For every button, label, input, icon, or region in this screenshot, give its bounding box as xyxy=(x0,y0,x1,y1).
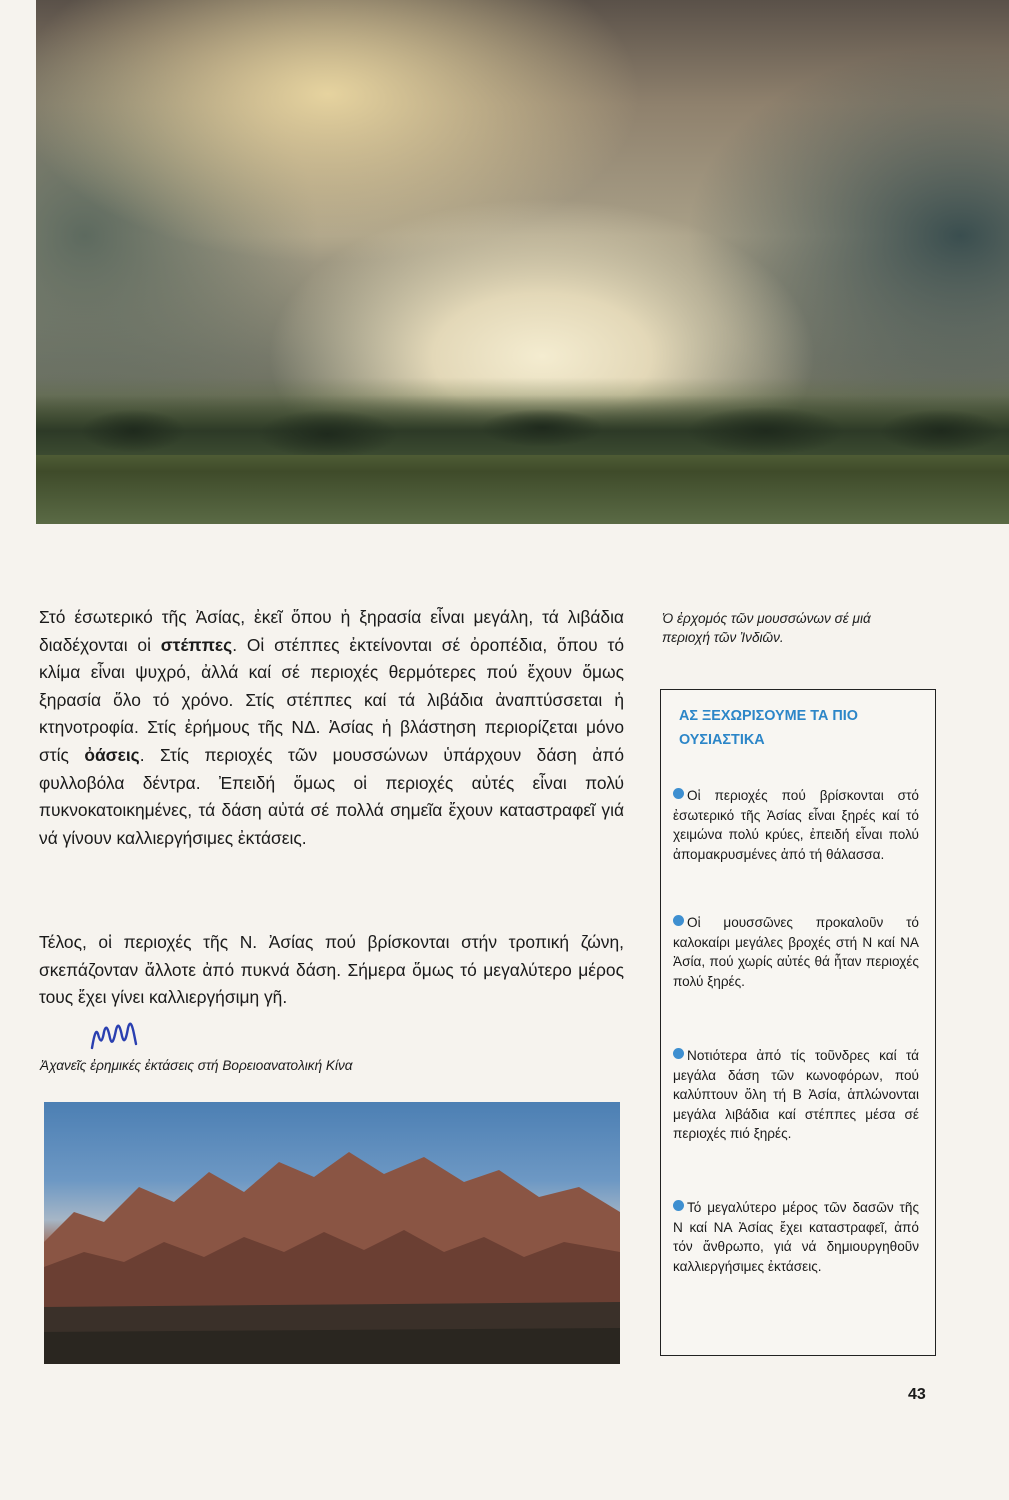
handwritten-mark xyxy=(88,1014,148,1054)
page-number: 43 xyxy=(908,1386,926,1403)
summary-item xyxy=(673,786,919,864)
summary-box xyxy=(660,689,936,1356)
summary-item xyxy=(673,1198,919,1276)
summary-item-text: Οἱ περιοχές πού βρίσκονται στό ἐσωτερικό τῆς Ἀσίας εἶναι ξηρές καί τό χειμώνα πολύ κρύες, ἐπειδή εἶναι πολύ ἀπομακρυσμένες ἀπό τή θάλασσα. xyxy=(673,788,919,862)
top-photo-caption: Ὁ ἐρχομός τῶν μουσσώνων σέ μιά περιοχή τῶν Ἰνδιῶν. xyxy=(662,611,871,645)
term-oases: ὀάσεις xyxy=(84,744,140,765)
text-run: . Στίς περιοχές τῶν μουσσώνων ὑπάρχουν δάση ἀπό φυλλοβόλα δέντρα. Ἐπειδή ὅμως οἱ περιοχές αὐτές εἶναι πολύ πυκνοκατοικημένες, τά δάση αὐτά σέ πολλά σημεῖα ἔχουν καταστραφεῖ γιά νά γίνουν καλλιεργήσιμες ἐκτάσεις. xyxy=(39,744,624,848)
desert-photo xyxy=(44,1102,620,1364)
summary-item xyxy=(673,1046,919,1144)
bullet-icon xyxy=(673,915,684,926)
bullet-icon xyxy=(673,788,684,799)
text-run: Στό έσωτερικό τῆς Ἀσίας, ἐκεῖ ὅπου ἡ ξηρασία εἶναι μεγάλη, τά λιβάδια διαδέχονται οἱ xyxy=(39,607,624,655)
term-steppes: στέππες xyxy=(160,634,233,655)
text-run: . Οἱ στέππες ἐκτείνονται σέ ὀροπέδια, ὅπου τό κλίμα εἶναι ψυχρό, ἀλλά καί σέ περιοχές θερμότερες πού ἔχουν ὅμως ξηρασία ὅλο τό χρόνο. Στίς στέππες καί τά λιβάδια ἀναπτύσσεται ἡ κτηνοτροφία. Στίς ἐρήμους τῆς ΝΔ. Ἀσίας ἡ βλάστηση περιορίζεται μόνο στίς xyxy=(39,634,624,765)
bottom-photo-caption: Ἀχανεῖς ἐρημικές ἐκτάσεις στή Βορειοανατολική Κίνα xyxy=(40,1058,353,1073)
main-paragraph-1 xyxy=(39,604,624,852)
treeline xyxy=(36,395,1009,455)
main-paragraph-2: Τέλος, οἱ περιοχές τῆς Ν. Ἀσίας πού βρίσκονται στήν τροπική ζώνη, σκεπάζονταν ἄλλοτε ἀπό πυκνά δάση. Σήμερα ὅμως τό μεγαλύτερο μέρος τους ἔχει γίνει καλλιεργήσιμη γῆ. xyxy=(39,932,624,1008)
summary-item-text: Τό μεγαλύτερο μέρος τῶν δασῶν τῆς Ν καί ΝΑ Ἀσίας ἔχει καταστραφεῖ, ἀπό τόν ἄνθρωπο, γιά νά δημιουργηθοῦν καλλιεργήσιμες ἐκτάσεις. xyxy=(673,1200,919,1274)
monsoon-photo xyxy=(36,0,1009,524)
desert-mountains-illustration xyxy=(44,1102,620,1364)
summary-item-text: Οἱ μουσσῶνες προκαλοῦν τό καλοκαίρι μεγάλες βροχές στή Ν καί ΝΑ Ἀσία, πού χωρίς αὐτές θά ἦταν περιοχές πολύ ξηρές. xyxy=(673,915,919,989)
summary-title: ΑΣ ΞΕΧΩΡΙΣΟΥΜΕ ΤΑ ΠΙΟ ΟΥΣΙΑΣΤΙΚΑ xyxy=(679,708,858,748)
summary-item-text: Νοτιότερα ἀπό τίς τοῦνδρες καί τά μεγάλα δάση τῶν κωνοφόρων, πού καλύπτουν ὅλη τή Β Ἀσία, ἁπλώνονται μεγάλα λιβάδια καί στέππες μέσα σέ περιοχές πιό ξηρές. xyxy=(673,1048,919,1142)
summary-item xyxy=(673,913,919,991)
bullet-icon xyxy=(673,1048,684,1059)
bullet-icon xyxy=(673,1200,684,1211)
